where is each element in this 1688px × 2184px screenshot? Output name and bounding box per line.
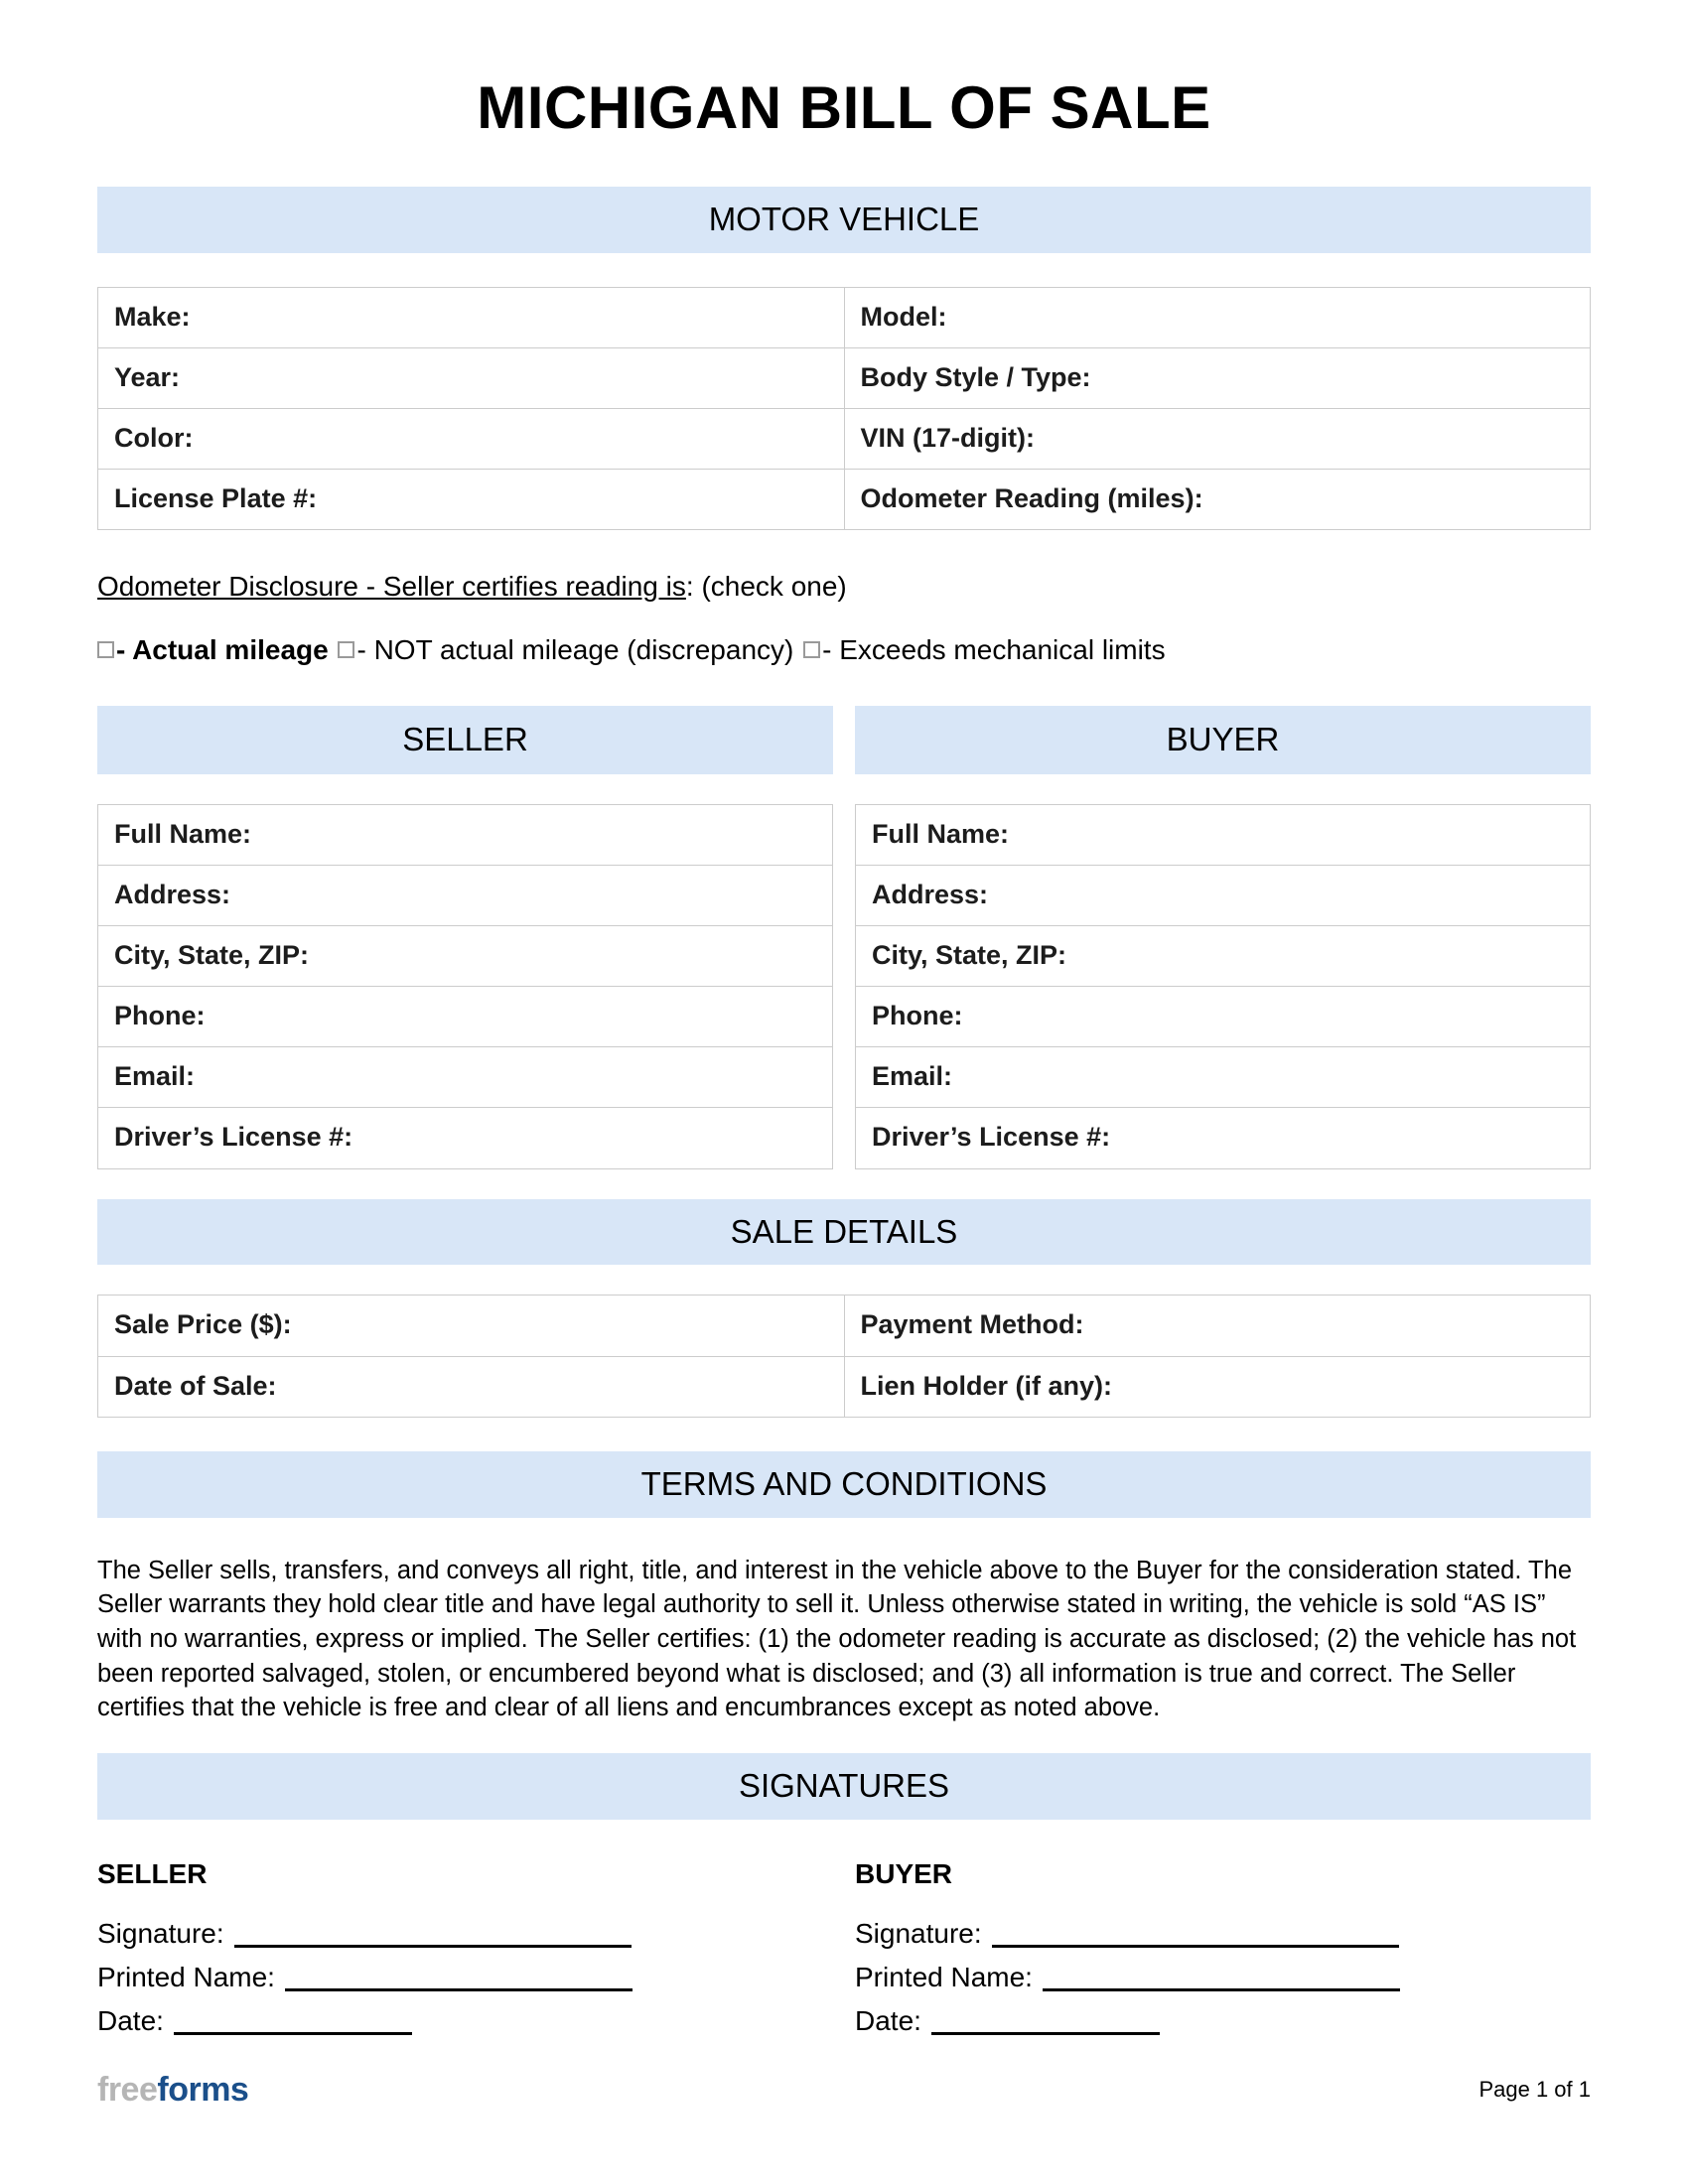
buyer-field-city-state-zip[interactable]: City, State, ZIP:	[856, 926, 1591, 987]
signature-heading-buyer: BUYER	[855, 1857, 953, 1889]
table-row	[856, 866, 1591, 926]
table-row	[98, 409, 1591, 470]
seller-field-city-state-zip[interactable]: City, State, ZIP:	[98, 926, 833, 987]
seller-table-column	[97, 804, 833, 1168]
field-label-odometer-reading[interactable]: Odometer Reading (miles):	[844, 470, 1591, 530]
buyer-details-table	[855, 804, 1591, 1168]
seller-field-full-name[interactable]: Full Name:	[98, 805, 833, 866]
seller-field-phone[interactable]: Phone:	[98, 987, 833, 1047]
odometer-options-row	[97, 604, 1591, 667]
odometer-disclosure-block	[97, 530, 1591, 666]
logo-text-free: free	[97, 2071, 158, 2109]
odometer-disclosure-underlined-text: Odometer Disclosure - Seller certifies reading is	[97, 571, 686, 603]
buyer-field-address[interactable]: Address:	[856, 866, 1591, 926]
section-header-sale-details: SALE DETAILS	[97, 1199, 1591, 1266]
field-label-vin[interactable]: VIN (17-digit):	[844, 409, 1591, 470]
seller-date-row	[97, 2007, 833, 2035]
table-row	[98, 987, 833, 1047]
seller-signature-column	[97, 1820, 833, 2052]
field-label-payment-method[interactable]: Payment Method:	[844, 1296, 1591, 1356]
buyer-signature-input-line[interactable]	[992, 1926, 1399, 1948]
seller-field-drivers-license[interactable]: Driver’s License #:	[98, 1108, 833, 1168]
checkbox-not-actual-mileage[interactable]	[338, 641, 354, 658]
buyer-printed-name-row	[855, 1964, 1591, 1991]
buyer-printed-name-input-line[interactable]	[1043, 1970, 1400, 1991]
field-label-date-of-sale[interactable]: Date of Sale:	[98, 1356, 845, 1417]
checkbox-actual-mileage[interactable]	[97, 641, 114, 658]
page-title: MICHIGAN BILL OF SALE	[477, 74, 1211, 141]
seller-signature-row	[97, 1920, 833, 1948]
field-label-year[interactable]: Year:	[98, 347, 845, 408]
checkbox-label-actual-mileage[interactable]: - Actual mileage	[116, 633, 329, 665]
field-label-make[interactable]: Make:	[98, 287, 845, 347]
page-number: Page 1 of 1	[1478, 2077, 1591, 2102]
table-row	[98, 1356, 1591, 1417]
seller-field-email[interactable]: Email:	[98, 1047, 833, 1108]
seller-printed-name-input-line[interactable]	[285, 1970, 633, 1991]
logo-text-forms: forms	[157, 2071, 249, 2109]
table-row	[98, 287, 1591, 347]
section-header-terms-and-conditions: TERMS AND CONDITIONS	[97, 1451, 1591, 1518]
seller-field-address[interactable]: Address:	[98, 866, 833, 926]
signature-headings-row	[97, 1820, 1591, 2052]
field-label-sale-price[interactable]: Sale Price ($):	[98, 1296, 845, 1356]
checkbox-exceeds-mechanical-limits[interactable]	[803, 641, 820, 658]
seller-signature-label: Signature:	[97, 1918, 224, 1950]
field-label-body-style[interactable]: Body Style / Type:	[844, 347, 1591, 408]
field-label-color[interactable]: Color:	[98, 409, 845, 470]
buyer-header-column	[855, 706, 1591, 774]
seller-printed-name-label: Printed Name:	[97, 1962, 275, 1993]
party-headers-row	[97, 706, 1591, 774]
odometer-disclosure-title	[97, 570, 1591, 604]
vehicle-details-table	[97, 287, 1591, 530]
table-row	[856, 987, 1591, 1047]
table-row	[98, 1296, 1591, 1356]
seller-details-table	[97, 804, 833, 1168]
checkbox-label-exceeds-mechanical-limits[interactable]: - Exceeds mechanical limits	[822, 633, 1166, 665]
section-header-seller: SELLER	[97, 706, 833, 774]
buyer-signature-column	[855, 1820, 1591, 2052]
page-footer	[97, 2073, 1591, 2107]
field-label-license-plate[interactable]: License Plate #:	[98, 470, 845, 530]
odometer-disclosure-check-one: : (check one)	[685, 571, 847, 603]
section-header-motor-vehicle: MOTOR VEHICLE	[97, 187, 1591, 253]
table-row	[98, 926, 833, 987]
buyer-field-phone[interactable]: Phone:	[856, 987, 1591, 1047]
seller-header-column	[97, 706, 833, 774]
buyer-field-drivers-license[interactable]: Driver’s License #:	[856, 1108, 1591, 1168]
party-tables-row	[97, 804, 1591, 1168]
table-row	[98, 347, 1591, 408]
buyer-field-full-name[interactable]: Full Name:	[856, 805, 1591, 866]
table-row	[856, 1047, 1591, 1108]
buyer-signature-row	[855, 1920, 1591, 1948]
buyer-date-label: Date:	[855, 2005, 921, 2037]
seller-date-input-line[interactable]	[174, 2013, 412, 2035]
table-row	[98, 805, 833, 866]
freeforms-logo	[97, 2073, 248, 2107]
sale-details-table	[97, 1295, 1591, 1417]
seller-signature-input-line[interactable]	[234, 1926, 632, 1948]
table-row	[856, 1108, 1591, 1168]
buyer-printed-name-label: Printed Name:	[855, 1962, 1033, 1993]
table-row	[98, 1108, 833, 1168]
section-header-signatures: SIGNATURES	[97, 1753, 1591, 1820]
table-row	[856, 805, 1591, 866]
buyer-date-row	[855, 2007, 1591, 2035]
buyer-signature-label: Signature:	[855, 1918, 982, 1950]
table-row	[856, 926, 1591, 987]
section-header-buyer: BUYER	[855, 706, 1591, 774]
field-label-model[interactable]: Model:	[844, 287, 1591, 347]
checkbox-label-not-actual-mileage[interactable]: - NOT actual mileage (discrepancy)	[356, 633, 794, 665]
buyer-date-input-line[interactable]	[931, 2013, 1160, 2035]
field-label-lien-holder[interactable]: Lien Holder (if any):	[844, 1356, 1591, 1417]
terms-and-conditions-body: The Seller sells, transfers, and conveys all right, title, and interest in the vehicle above to the Buyer for the consideration stated. The Seller warrants they hold clear title and have legal authority to sell it. Unless otherwise stated in writing, the vehicle is sold “AS IS” with no warranties, express or implied. The Seller certifies: (1) the odometer reading is accurate as disclosed; (2) the vehicle has not been reported salvaged, stolen, or encumbered beyond what is disclosed; and (3) all information is true and correct. The Seller certifies that the vehicle is free and clear of all liens and encumbrances except as noted above.	[97, 1556, 1577, 1722]
seller-date-label: Date:	[97, 2005, 164, 2037]
seller-signature-lines	[97, 1890, 833, 2035]
signature-heading-seller: SELLER	[97, 1857, 208, 1889]
buyer-signature-lines	[855, 1890, 1591, 2035]
table-row	[98, 470, 1591, 530]
buyer-table-column	[855, 804, 1591, 1168]
buyer-field-email[interactable]: Email:	[856, 1047, 1591, 1108]
table-row	[98, 866, 833, 926]
seller-printed-name-row	[97, 1964, 833, 1991]
table-row	[98, 1047, 833, 1108]
